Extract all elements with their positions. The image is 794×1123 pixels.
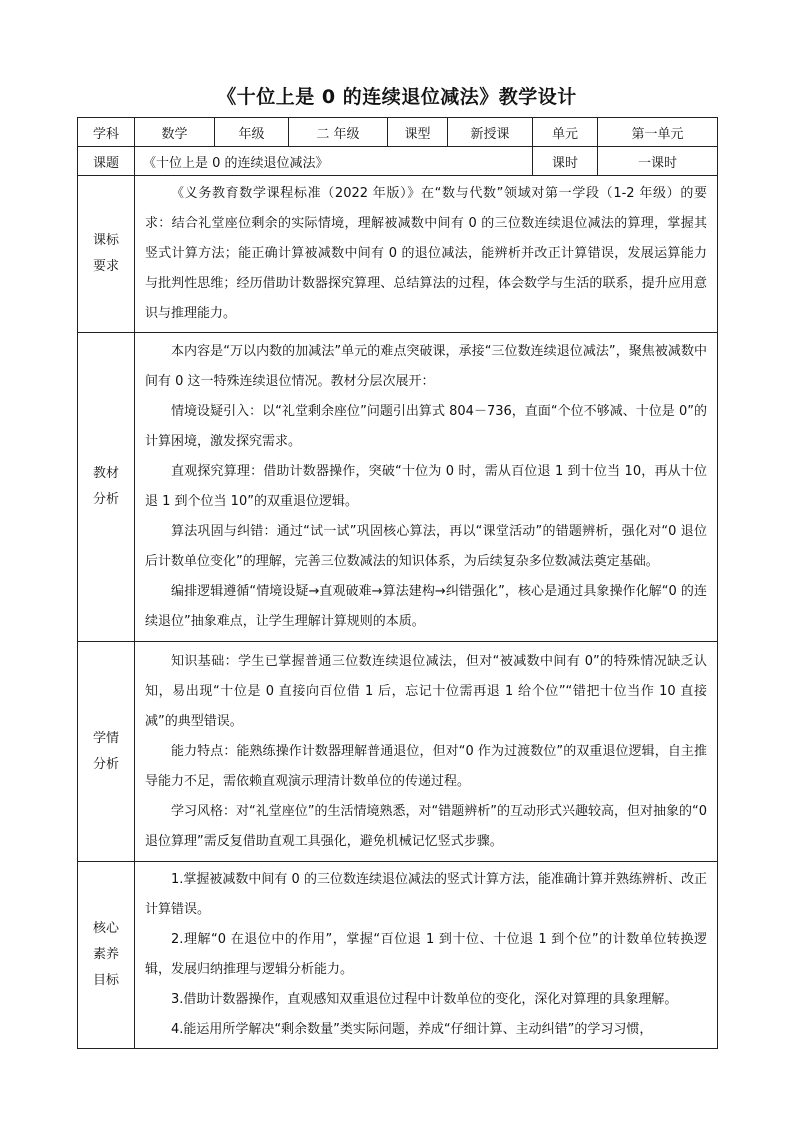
goals-paragraph: 2.理解“0 在退位中的作用”，掌握“百位退 1 到十位、十位退 1 到个位”的计数单位转换逻辑，发展归纳推理与逻辑分析能力。 — [145, 932, 707, 977]
grade-label: 年级 — [215, 118, 289, 147]
standards-paragraph: 《义务教育数学课程标准（2022 年版）》在“数与代数”领域对第一学段（1-2 年级）的要求：结合礼堂座位剩余的实际情境，理解被减数中间有 0 的三位数连续退位减法的算理，掌握其竖式计算方法；能正确计算被减数中间有 0 的退位减法，能辨析并改正计算错误，发展运算能力与批判性思维；经历借助计数器探究算理、总结算法的过程，体会数学与生活的联系，提升应用意识与推理能力。 — [145, 186, 707, 321]
materials-paragraph: 编排逻辑遵循“情境设疑→直观破难→算法建构→纠错强化”，核心是通过具象操作化解“0 的连续退位”抽象难点，让学生理解计算规则的本质。 — [145, 584, 707, 629]
section-label — [78, 642, 135, 862]
materials-paragraph: 算法巩固与纠错：通过“试一试”巩固核心算法，再以“课堂活动”的错题辨析，强化对“0 退位后计数单位变化”的理解，完善三位数减法的知识体系，为后续复杂多位数减法奠定基础。 — [145, 524, 707, 569]
materials-paragraph: 情境设疑引入：以“礼堂剩余座位”问题引出算式 804－736，直面“个位不够减、十位是 0”的计算困境，激发探究需求。 — [145, 404, 707, 449]
unit-label: 单元 — [533, 118, 598, 147]
subject-value: 数学 — [135, 118, 215, 147]
section-body — [135, 333, 718, 642]
section-body — [135, 862, 718, 1049]
info-row-2 — [78, 147, 718, 176]
lesson-plan-table — [77, 117, 718, 1049]
materials-label: 教材 分析 — [92, 466, 119, 507]
class-hours-value: 一课时 — [598, 147, 718, 176]
section-learners — [78, 642, 718, 862]
materials-paragraph: 直观探究算理：借助计数器操作，突破“十位为 0 时，需从百位退 1 到十位当 10，再从十位退 1 到个位当 10”的双重退位逻辑。 — [145, 464, 707, 509]
learners-paragraph: 能力特点：能熟练操作计数器理解普通退位，但对“0 作为过渡数位”的双重退位逻辑，自主推导能力不足，需依赖直观演示理清计数单位的传递过程。 — [145, 743, 707, 789]
section-label — [78, 176, 135, 333]
topic-value: 《十位上是 0 的连续退位减法》 — [135, 147, 533, 176]
topic-label: 课题 — [78, 147, 135, 176]
info-row-1 — [78, 118, 718, 147]
goals-paragraph: 3.借助计数器操作，直观感知双重退位过程中计数单位的变化，深化对算理的具象理解。 — [171, 992, 678, 1007]
section-body — [135, 176, 718, 333]
section-label — [78, 333, 135, 642]
goals-paragraph: 1.掌握被减数中间有 0 的三位数连续退位减法的竖式计算方法，能准确计算并熟练辨析、改正计算错误。 — [145, 872, 707, 917]
page-title: 《十位上是 0 的连续退位减法》教学设计 — [217, 86, 577, 108]
section-standards — [78, 176, 718, 333]
section-label — [78, 862, 135, 1049]
subject-label: 学科 — [78, 118, 135, 147]
section-goals — [78, 862, 718, 1049]
materials-paragraph: 本内容是“万以内数的加减法”单元的难点突破课，承接“三位数连续退位减法”，聚焦被减数中间有 0 这一特殊连续退位情况。教材分层次展开： — [145, 344, 707, 389]
goals-label: 核心 素养 目标 — [92, 921, 119, 988]
grade-value: 二 年级 — [289, 118, 388, 147]
standards-label: 课标 要求 — [92, 233, 119, 274]
learners-paragraph: 知识基础：学生已掌握普通三位数连续退位减法，但对“被减数中间有 0”的特殊情况缺乏认知，易出现“十位是 0 直接向百位借 1 后，忘记十位需再退 1 给个位”“错把十位当作 10 直接减”的典型错误。 — [145, 653, 707, 729]
class-hours-label: 课时 — [533, 147, 598, 176]
learners-label: 学情 分析 — [92, 730, 119, 772]
learners-paragraph: 学习风格：对“礼堂座位”的生活情境熟悉，对“错题辨析”的互动形式兴趣较高，但对抽象的“0 退位算理”需反复借助直观工具强化，避免机械记忆竖式步骤。 — [145, 803, 707, 849]
goals-paragraph: 4.能运用所学解决“剩余数量”类实际问题，养成“仔细计算、主动纠错”的学习习惯， — [171, 1022, 653, 1037]
lesson-type-value: 新授课 — [448, 118, 533, 147]
section-body — [135, 642, 718, 862]
unit-value: 第一单元 — [598, 118, 718, 147]
lesson-type-label: 课型 — [388, 118, 448, 147]
section-materials — [78, 333, 718, 642]
